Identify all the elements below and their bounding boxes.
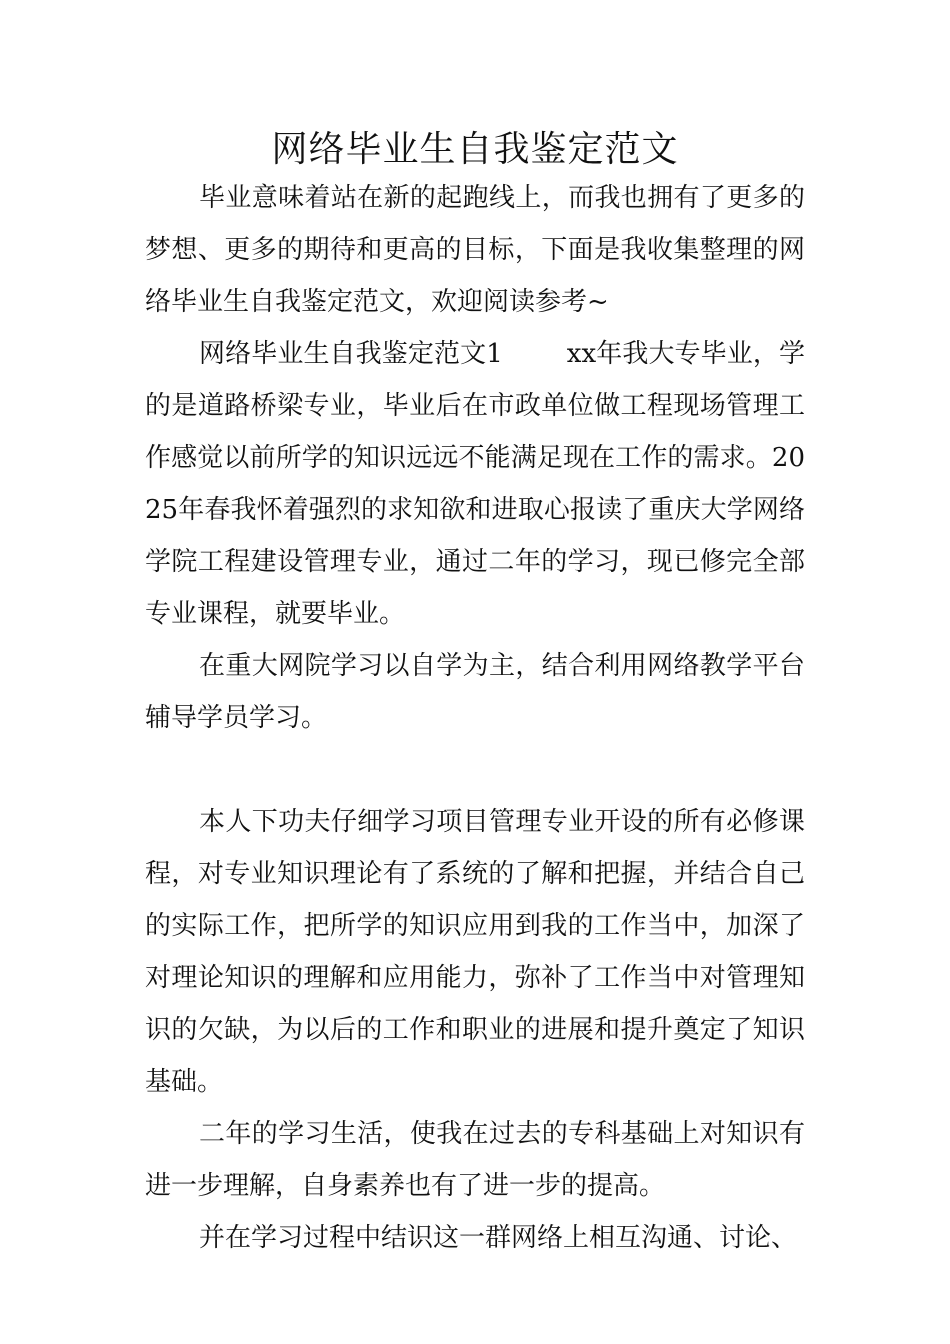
section-1-heading: 网络毕业生自我鉴定范文1 xyxy=(199,339,503,369)
growth-paragraph: 二年的学习生活，使我在过去的专科基础上对知识有进一步理解，自身素养也有了进一步的提高。 xyxy=(145,1119,805,1201)
peers-paragraph: 并在学习过程中结识这一群网络上相互沟通、讨论、 xyxy=(199,1223,798,1253)
blank-line xyxy=(145,744,805,796)
section-1-text: xx年我大专毕业，学的是道路桥梁专业，毕业后在市政单位做工程现场管理工作感觉以前所学的知识远远不能满足现在工作的需求。2025年春我怀着强烈的求知欲和进取心报读了重庆大学网络学院工程建设管理专业，通过二年的学习，现已修完全部专业课程，就要毕业。 xyxy=(145,339,806,629)
coursework-paragraph: 本人下功夫仔细学习项目管理专业开设的所有必修课程，对专业知识理论有了系统的了解和把握，并结合自己的实际工作，把所学的知识应用到我的工作当中，加深了对理论知识的理解和应用能力，弥补了工作当中对管理知识的欠缺，为以后的工作和职业的进展和提升奠定了知识基础。 xyxy=(145,807,805,1097)
document-body xyxy=(145,172,805,1264)
page-title: 网络毕业生自我鉴定范文 xyxy=(271,129,679,170)
study-method-paragraph: 在重大网院学习以自学为主，结合利用网络教学平台辅导学员学习。 xyxy=(145,651,805,733)
section-1-paragraph xyxy=(145,328,805,640)
intro-paragraph: 毕业意味着站在新的起跑线上，而我也拥有了更多的梦想、更多的期待和更高的目标，下面是我收集整理的网络毕业生自我鉴定范文，欢迎阅读参考~ xyxy=(145,183,805,317)
